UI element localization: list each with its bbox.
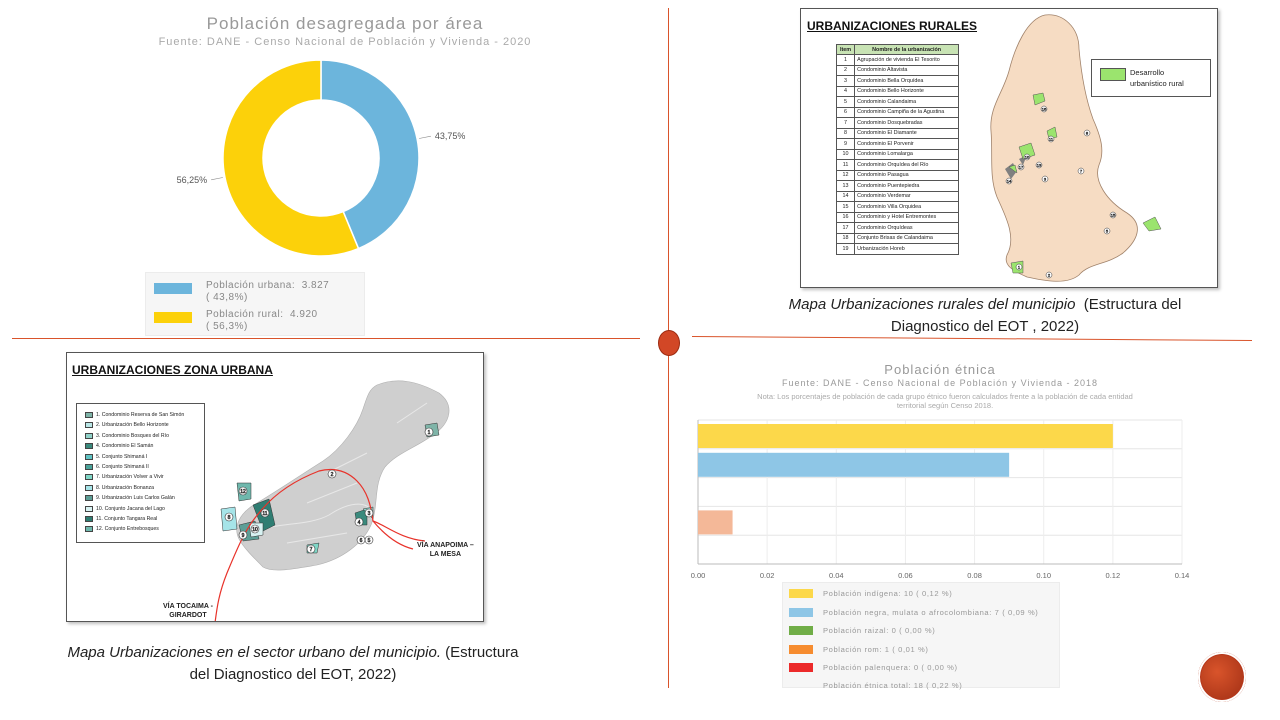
svg-text:1: 1 xyxy=(427,430,431,436)
urban-legend-item xyxy=(85,506,165,512)
donut-legend-urban xyxy=(154,280,329,304)
donut-legend xyxy=(145,272,365,336)
rural-map-title: URBANIZACIONES RURALES xyxy=(807,19,978,33)
row-item-number: 5 xyxy=(837,97,855,108)
bar-legend-item xyxy=(789,626,935,635)
bar-legend-item xyxy=(789,589,952,598)
slice-label: 56,25% xyxy=(176,174,208,185)
row-item-number: 7 xyxy=(837,118,855,129)
bar-4 xyxy=(698,510,733,534)
urbanization-icon xyxy=(85,506,93,512)
table-row xyxy=(837,149,959,160)
table-row xyxy=(837,86,959,97)
row-urbanization-name: Condominio Bella Orquídea xyxy=(855,76,959,87)
row-urbanization-name: Condominio Orquídea del Río xyxy=(855,160,959,171)
urban-legend-item xyxy=(85,464,149,470)
table-row xyxy=(837,244,959,255)
bar-legend-item xyxy=(789,663,958,672)
rural-map-legend xyxy=(1091,59,1211,97)
urbanization-icon xyxy=(85,443,93,449)
center-ornament xyxy=(658,330,680,356)
urbanization-icon xyxy=(85,433,93,439)
legend-label: Población palenquera: 0 ( 0,00 %) xyxy=(823,663,958,672)
road-label-anapoima xyxy=(417,541,474,559)
svg-text:10: 10 xyxy=(1024,154,1030,160)
table-row xyxy=(837,97,959,108)
legend-label: 6. Conjunto Shimaná II xyxy=(96,464,149,470)
urban-legend-item xyxy=(85,495,175,501)
urban-legend-item xyxy=(85,443,153,449)
urbanization-icon xyxy=(85,485,93,491)
table-row xyxy=(837,233,959,244)
caption-text: (Estructura del xyxy=(1083,296,1182,313)
legend-label: 8. Urbanización Bonanza xyxy=(96,484,154,491)
legend-label: Población negra, mulata o afrocolombiana: 7 ( 0,09 %) xyxy=(823,607,1039,617)
svg-text:5: 5 xyxy=(367,538,371,544)
bar-chart-source: Fuente: DANE - Censo Nacional de Población y Vivienda - 2018 xyxy=(782,378,1098,388)
ethnic-population-bar-chart xyxy=(680,410,1200,582)
row-item-number: 2 xyxy=(837,65,855,76)
bar-2 xyxy=(698,453,1009,477)
urban-legend-item xyxy=(85,526,159,532)
legend-swatch xyxy=(789,663,813,672)
rural-map-caption xyxy=(740,294,1230,338)
legend-swatch xyxy=(789,608,813,617)
row-urbanization-name: Condominio Campiña de la Agustina xyxy=(855,107,959,118)
row-urbanization-name: Condominio Puentepiedra xyxy=(855,181,959,192)
donut-chart-title: Población desagregada por área xyxy=(206,14,484,33)
table-row xyxy=(837,118,959,129)
legend-label: urbanístico rural xyxy=(1130,79,1184,88)
caption-text: del Diagnostico del EOT, 2022) xyxy=(189,666,397,683)
row-urbanization-name: Condominio Bello Horizonte xyxy=(855,86,959,97)
x-tick-label: 0.02 xyxy=(759,571,775,580)
urban-legend-item xyxy=(85,516,157,522)
legend-value: 3.827 xyxy=(301,280,330,291)
legend-percent: ( 56,3%) xyxy=(206,321,248,332)
svg-text:11: 11 xyxy=(262,511,268,517)
caption-text: Diagnostico del EOT , 2022) xyxy=(890,318,1080,335)
row-urbanization-name: Conjunto Brisas de Calandaima xyxy=(855,233,959,244)
svg-text:11: 11 xyxy=(1048,136,1054,142)
urban-map-legend xyxy=(76,403,205,543)
row-item-number: 4 xyxy=(837,86,855,97)
table-row xyxy=(837,65,959,76)
x-tick-label: 0.06 xyxy=(898,571,913,580)
donut-chart xyxy=(100,60,590,265)
x-tick-label: 0.08 xyxy=(967,571,982,580)
row-urbanization-name: Condominio Lomalarga xyxy=(855,149,959,160)
bar-legend-item xyxy=(789,608,1038,617)
row-item-number: 13 xyxy=(837,181,855,192)
svg-text:5: 5 xyxy=(1105,228,1109,234)
rural-development-4 xyxy=(1143,217,1161,231)
note-line: territorial según Censo 2018. xyxy=(896,401,994,410)
row-urbanization-name: Condominio Villa Orquidea xyxy=(855,202,959,213)
table-row xyxy=(837,170,959,181)
row-item-number: 16 xyxy=(837,212,855,223)
legend-percent: ( 43,8%) xyxy=(206,292,248,303)
row-urbanization-name: Condominio El Porvenir xyxy=(855,139,959,150)
x-tick-label: 0.14 xyxy=(1174,571,1190,580)
svg-text:6: 6 xyxy=(359,538,363,544)
urbanization-icon xyxy=(85,495,93,501)
urbanization-icon xyxy=(85,526,93,532)
table-row xyxy=(837,107,959,118)
urban-legend-item xyxy=(85,433,169,439)
horizontal-divider-left xyxy=(12,338,640,339)
row-urbanization-name: Condominio Pasagua xyxy=(855,170,959,181)
urban-legend-item xyxy=(85,412,184,418)
road-label-line: VÍA ANAPOIMA – xyxy=(417,542,474,549)
svg-text:12: 12 xyxy=(240,489,246,495)
svg-text:17: 17 xyxy=(1018,164,1024,170)
table-row xyxy=(837,212,959,223)
table-row xyxy=(837,223,959,234)
row-item-number: 15 xyxy=(837,202,855,213)
x-tick-label: 0.12 xyxy=(1105,571,1121,580)
row-urbanization-name: Condominio y Hotel Entremontes xyxy=(855,212,959,223)
urbanization-icon xyxy=(85,464,93,470)
row-urbanization-name: Condominio El Diamante xyxy=(855,128,959,139)
rural-urbanizations-table xyxy=(836,44,959,255)
row-urbanization-name: Agrupación de vivienda El Tesorito xyxy=(855,55,959,66)
legend-label: 2. Urbanización Bello Horizonte xyxy=(96,422,169,429)
svg-text:3: 3 xyxy=(367,511,371,517)
x-tick-label: 0.00 xyxy=(690,571,706,580)
legend-label: 1. Condominio Reserva de San Simón xyxy=(96,412,185,418)
donut-legend-rural xyxy=(154,309,318,333)
legend-swatch xyxy=(154,312,192,323)
row-item-number: 12 xyxy=(837,170,855,181)
urban-legend-item xyxy=(85,474,164,480)
legend-label: Población urbana: xyxy=(206,280,296,291)
donut-chart-source: Fuente: DANE - Censo Nacional de Población y Vivienda - 2020 xyxy=(158,36,532,48)
table-header-item: Item xyxy=(837,45,855,55)
row-item-number: 1 xyxy=(837,55,855,66)
row-urbanization-name: Condominio Orquídeas xyxy=(855,223,959,234)
svg-text:7: 7 xyxy=(309,547,313,553)
urbanization-icon xyxy=(85,474,93,480)
bar-chart-legend xyxy=(782,582,1060,688)
table-row xyxy=(837,139,959,150)
legend-swatch xyxy=(789,645,813,654)
svg-text:4: 4 xyxy=(357,520,361,526)
legend-label: 7. Urbanización Volver a Vivir xyxy=(96,474,164,481)
row-item-number: 19 xyxy=(837,244,855,255)
x-tick-label: 0.10 xyxy=(1036,571,1052,580)
legend-label: Población indígena: 10 ( 0,12 %) xyxy=(823,589,953,598)
legend-swatch xyxy=(789,589,813,598)
row-urbanization-name: Urbanización Horeb xyxy=(855,244,959,255)
urban-legend-item xyxy=(85,422,169,428)
legend-label: Población rural: xyxy=(206,309,284,320)
road-label-line: LA MESA xyxy=(429,551,462,558)
legend-total: Población étnica total: 18 ( 0,22 %) xyxy=(823,681,963,690)
row-item-number: 17 xyxy=(837,223,855,234)
svg-text:8: 8 xyxy=(227,515,231,521)
caption-text: (Estructura xyxy=(445,644,519,661)
row-item-number: 9 xyxy=(837,139,855,150)
urbanization-icon xyxy=(85,516,93,522)
road-label-line: GIRARDOT xyxy=(169,612,207,619)
svg-text:14: 14 xyxy=(1006,178,1012,184)
legend-label: Población rom: 1 ( 0,01 %) xyxy=(823,644,929,654)
row-item-number: 6 xyxy=(837,107,855,118)
urban-legend-item xyxy=(85,485,154,491)
row-urbanization-name: Condominio Calandaima xyxy=(855,97,959,108)
row-item-number: 14 xyxy=(837,191,855,202)
slice-label-leader xyxy=(419,136,431,138)
row-urbanization-name: Condominio Dosquebradas xyxy=(855,118,959,129)
road-label-line: VÍA TOCAIMA - xyxy=(163,603,213,610)
bar-legend-item xyxy=(789,645,929,654)
svg-text:2: 2 xyxy=(1047,272,1051,278)
legend-swatch xyxy=(1100,68,1126,81)
legend-label: 10. Conjunto Jacana del Lago xyxy=(96,505,165,512)
caption-italic: Mapa Urbanizaciones rurales del municipio xyxy=(788,296,1076,313)
urbanization-icon xyxy=(85,412,93,418)
urban-map-title: URBANIZACIONES ZONA URBANA xyxy=(72,363,273,377)
svg-text:7: 7 xyxy=(1079,168,1083,174)
rural-municipality-map xyxy=(983,9,1273,289)
slice-label-leader xyxy=(211,178,223,180)
legend-label: 12. Conjunto Entrebosques xyxy=(96,526,159,533)
table-row xyxy=(837,55,959,66)
urban-map-caption xyxy=(30,642,556,686)
legend-swatch xyxy=(789,626,813,635)
legend-label: 9. Urbanización Luis Carlos Galán xyxy=(96,495,175,502)
table-row xyxy=(837,128,959,139)
urbanization-icon xyxy=(85,422,93,428)
svg-text:1: 1 xyxy=(1017,264,1021,270)
urban-map-panel xyxy=(66,352,484,622)
legend-label: 4. Condominio El Samán xyxy=(96,443,154,450)
row-item-number: 11 xyxy=(837,160,855,171)
bar-1 xyxy=(698,424,1113,448)
legend-value: 4.920 xyxy=(290,309,318,320)
municipality-boundary xyxy=(991,15,1138,281)
road-east xyxy=(373,521,425,541)
table-row xyxy=(837,191,959,202)
table-row xyxy=(837,76,959,87)
note-line: Nota: Los porcentajes de población de cada grupo étnico fueron calculados frente a la población de cada entidad xyxy=(757,392,1133,401)
row-urbanization-name: Condominio Altavista xyxy=(855,65,959,76)
table-row xyxy=(837,202,959,213)
urban-legend-item xyxy=(85,454,147,460)
svg-text:3: 3 xyxy=(1043,176,1047,182)
svg-text:8: 8 xyxy=(1085,130,1089,136)
svg-text:2: 2 xyxy=(330,472,334,478)
legend-label: Población raizal: 0 ( 0,00 %) xyxy=(823,626,936,635)
row-item-number: 3 xyxy=(837,76,855,87)
caption-italic: Mapa Urbanizaciones en el sector urbano del municipio. xyxy=(67,644,441,661)
svg-text:15: 15 xyxy=(1110,212,1116,218)
slice-label: 43,75% xyxy=(434,131,466,142)
legend-label: 5. Conjunto Shimaná I xyxy=(96,453,148,460)
rural-map-panel xyxy=(800,8,1218,288)
row-item-number: 8 xyxy=(837,128,855,139)
row-item-number: 10 xyxy=(837,149,855,160)
table-row xyxy=(837,160,959,171)
table-header-name: Nombre de la urbanización xyxy=(855,45,959,55)
bar-chart-note xyxy=(695,392,1195,410)
svg-text:10: 10 xyxy=(252,527,258,533)
x-tick-label: 0.04 xyxy=(828,571,844,580)
svg-text:9: 9 xyxy=(241,533,245,539)
svg-text:13: 13 xyxy=(1036,162,1042,168)
svg-text:16: 16 xyxy=(1041,106,1047,112)
legend-label: Desarrollo xyxy=(1130,68,1165,77)
legend-label: 3. Condominio Bosques del Río xyxy=(96,432,169,439)
row-urbanization-name: Condominio Verdemar xyxy=(855,191,959,202)
bar-chart-title: Población étnica xyxy=(884,362,996,377)
corner-ornament xyxy=(1198,652,1246,702)
road-label-tocaima xyxy=(163,602,213,620)
urbanization-icon xyxy=(85,454,93,460)
legend-swatch xyxy=(154,283,192,294)
legend-label: 11. Conjunto Tangara Real xyxy=(96,516,158,522)
table-row xyxy=(837,181,959,192)
row-item-number: 18 xyxy=(837,233,855,244)
